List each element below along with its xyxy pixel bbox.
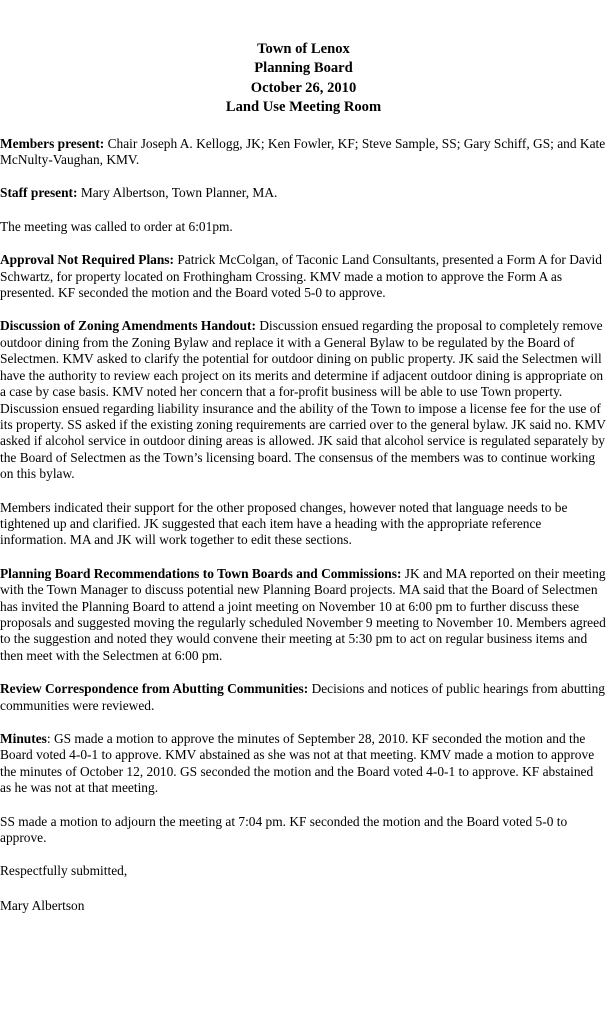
anr-heading: Approval Not Required Plans: <box>0 252 174 268</box>
minutes-text: : GS made a motion to approve the minutes of September 28, 2010. KF seconded the motion and the Board voted 4-0-1 to approve. KMV abstained as she was not at that meeting. KMV made a motion to approve the minutes of October 12, 2010. GS seconded the motion and the Board voted 4-0-1 to approve. KF abstained as he was not at that meeting. <box>0 731 595 796</box>
header-date: October 26, 2010 <box>250 79 357 96</box>
header-location: Land Use Meeting Room <box>225 99 382 116</box>
staff-present-paragraph <box>0 185 607 201</box>
recommendations-paragraph <box>0 566 607 664</box>
adjourn-paragraph: SS made a motion to adjourn the meeting at 7:04 pm. KF seconded the motion and the Board voted 5-0 to approve. <box>0 813 568 846</box>
document-header <box>0 40 607 118</box>
anr-text: Patrick McColgan, of Taconic Land Consultants, presented a Form A for David Schwartz, for property located on Frothingham Crossing. KMV made a motion to approve the Form A as presented. KF seconded the motion and the Board voted 5-0 to approve. <box>0 252 602 301</box>
correspondence-heading: Review Correspondence from Abutting Communities: <box>0 681 309 697</box>
call-to-order-paragraph: The meeting was called to order at 6:01pm. <box>0 218 233 234</box>
staff-present-heading: Staff present: <box>0 185 78 201</box>
zoning-text: Discussion ensued regarding the proposal to completely remove outdoor dining from the Zoning Bylaw and replace it with a General Bylaw to be regulated by the Board of Selectmen. KMV asked to clarify the potential for outdoor dining on public property. JK said the Selectmen will have the authority to review each project on its merits and determine if adjacent outdoor dining is appropriate on a case by case basis. KMV noted her concern that a for-profit business will be able to use Town property. Discussion ensued regarding liability insurance and the ability of the Town to impose a license fee for the use of its property. SS asked if the existing zoning requirements are carried over to the general bylaw. JK said no. KMV asked if alcohol service in outdoor dining areas is allowed. JK said that alcohol service is regulated separately by the Board of Selectmen as the Town’s licensing board. The consensus of the members was to continue working on this bylaw. <box>0 318 606 482</box>
recommendations-text: JK and MA reported on their meeting with the Town Manager to discuss potential new Planning Board projects. MA said that the Board of Selectmen has invited the Planning Board to attend a joint meeting on November 10 at 6:00 pm to further discuss these proposals and suggested moving the regularly scheduled November 9 meeting to November 10. Members agreed to the suggestion and noted they would convene their meeting at 5:30 pm to act on regular business items and then meet with the Selectmen at 6:00 pm. <box>0 565 606 663</box>
members-present-text: Chair Joseph A. Kellogg, JK; Ken Fowler, KF; Steve Sample, SS; Gary Schiff, GS; and Kate McNulty-Vaughan, KMV. <box>0 135 606 168</box>
signature-name: Mary Albertson <box>0 897 85 913</box>
correspondence-paragraph <box>0 681 607 714</box>
members-present-paragraph <box>0 136 607 169</box>
staff-present-text: Mary Albertson, Town Planner, MA. <box>77 185 278 201</box>
members-present-heading: Members present: <box>0 135 105 151</box>
correspondence-text: Decisions and notices of public hearings from abutting communities were reviewed. <box>0 681 605 713</box>
document-page <box>0 40 607 914</box>
zoning-heading: Discussion of Zoning Amendments Handout: <box>0 318 256 334</box>
header-board: Planning Board <box>254 60 353 77</box>
members-support-paragraph: Members indicated their support for the other proposed changes, however noted that language needs to be tightened up and clarified. JK suggested that each item have a heading with the appropriate reference information. MA and JK will work together to edit these sections. <box>0 499 568 548</box>
recommendations-heading: Planning Board Recommendations to Town Boards and Commissions: <box>0 565 402 581</box>
zoning-paragraph <box>0 318 607 482</box>
minutes-paragraph <box>0 731 607 797</box>
closing-line: Respectfully submitted, <box>0 863 128 879</box>
minutes-heading: Minutes <box>0 731 47 746</box>
header-town: Town of Lenox <box>257 41 350 57</box>
anr-paragraph <box>0 252 607 301</box>
